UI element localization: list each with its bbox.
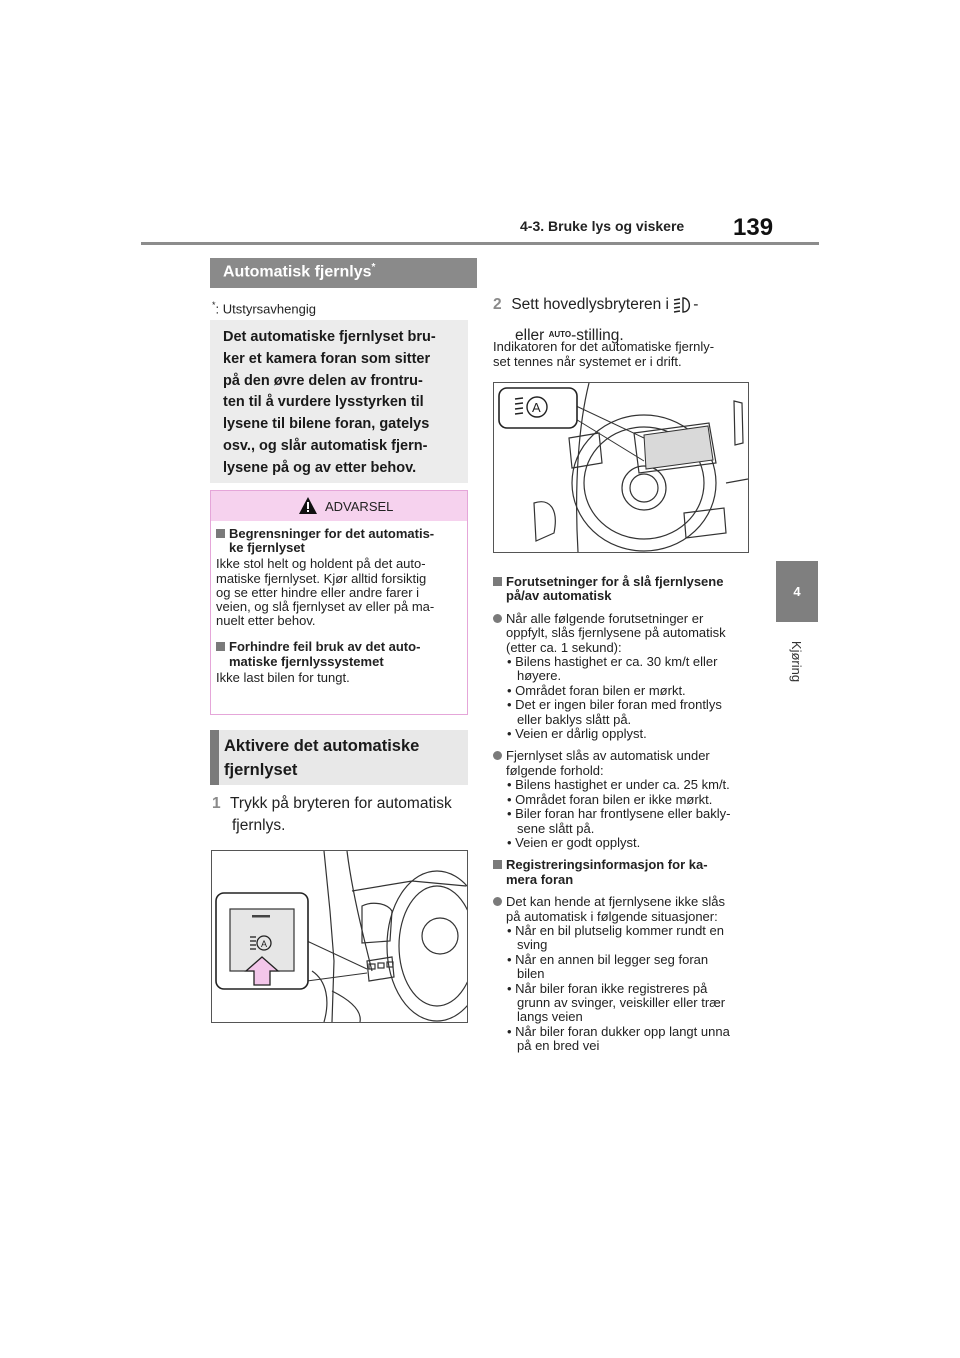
intro-box: Det automatiske fjernlyset bru- ker et kamera foran som sitter på den øvre delen av frontru- ten til å vurdere lysstyrken til lysene til bilene foran, gatelys osv., og slår automatisk fjern- lysene på og av etter behov. xyxy=(210,320,468,483)
chapter-label: Kjøring xyxy=(789,640,805,682)
list-item: • Veien er godt opplyst. xyxy=(507,834,641,850)
switch-illustration xyxy=(211,850,468,1023)
list-item: • Biler foran har frontlysene eller bakly- sene slått på. xyxy=(507,806,731,836)
indicator-illustration xyxy=(493,382,749,553)
paragraph: Når alle følgende forutsetninger er oppfylt, slås fjernlysene på automatisk (etter ca. 1 sekund): xyxy=(493,612,751,655)
indicator-note: Indikatoren for det automatiske fjernly- set tennes når systemet er i drift. xyxy=(493,339,715,369)
warning-header xyxy=(211,491,467,521)
instrument-cluster-drawing xyxy=(494,383,748,552)
list-item: • Når biler foran dukker opp langt unna på en bred vei xyxy=(507,1023,730,1054)
headlight-icon xyxy=(673,297,693,313)
warning-title: ADVARSEL xyxy=(325,499,394,514)
conditions-text xyxy=(493,575,751,1054)
paragraph: Fjernlyset slås av automatisk under følgende forhold: xyxy=(493,749,751,778)
heading-automatic-high-beam: Automatisk fjernlys* xyxy=(210,258,477,288)
footnote: *: Utstyrsavhengig xyxy=(212,300,316,317)
paragraph: Det kan hende at fjernlysene ikke slås på automatisk i følgende situasjoner: xyxy=(493,895,751,924)
list-item: • Når en bil plutselig kommer rundt en sving xyxy=(507,922,724,953)
warning-subheading: Forhindre feil bruk av det auto- matiske fjernlyssystemet xyxy=(216,640,464,668)
list-item: • Når en annen bil legger seg foran bilen xyxy=(507,951,709,982)
page-number: 139 xyxy=(733,214,774,241)
warning-text: Ikke last bilen for tungt. xyxy=(216,669,350,685)
list-item: • Området foran bilen er mørkt. xyxy=(507,682,686,698)
svg-text:A: A xyxy=(532,400,541,415)
header-rule xyxy=(141,242,819,245)
list-item: • Området foran bilen er ikke mørkt. xyxy=(507,791,713,807)
dashboard-switch-drawing xyxy=(212,851,467,1022)
chapter-tab: 4 xyxy=(776,561,818,622)
subheading-camera: Registreringsinformasjon for ka- mera foran xyxy=(493,858,751,887)
step-1: 1 Trykk på bryteren for automatisk fjernlys. xyxy=(212,795,452,834)
warning-box xyxy=(210,490,468,715)
svg-text:A: A xyxy=(261,939,268,949)
warning-subheading: Begrensninger for det automatis- ke fjernlyset xyxy=(216,527,464,555)
list-item: • Når biler foran ikke registreres på grunn av svinger, veiskiller eller trær langs veien xyxy=(507,980,726,1025)
subheading-conditions: Forutsetninger for å slå fjernlysene på/av automatisk xyxy=(493,575,751,604)
list-item: • Bilens hastighet er ca. 30 km/t eller høyere. xyxy=(507,654,718,684)
auto-icon: AUTO xyxy=(548,330,572,339)
step-2: 2 Sett hovedlysbryteren i - eller AUTO-stilling. xyxy=(493,296,699,344)
list-item: • Det er ingen biler foran med frontlys eller baklys slått på. xyxy=(507,697,722,727)
section-title: 4-3. Bruke lys og viskere xyxy=(520,218,685,234)
heading-activate: Aktivere det automatiske fjernlyset xyxy=(210,730,468,785)
list-item: • Veien er dårlig opplyst. xyxy=(507,726,647,742)
list-item: • Bilens hastighet er under ca. 25 km/t. xyxy=(507,777,730,793)
warning-icon xyxy=(299,497,317,514)
warning-text: Ikke stol helt og holdent på det auto- matiske fjernlyset. Kjør alltid forsiktig og se etter hindre eller andre farer i veien, og slå fjernlyset av eller på ma- nuelt etter behov. xyxy=(216,556,435,629)
